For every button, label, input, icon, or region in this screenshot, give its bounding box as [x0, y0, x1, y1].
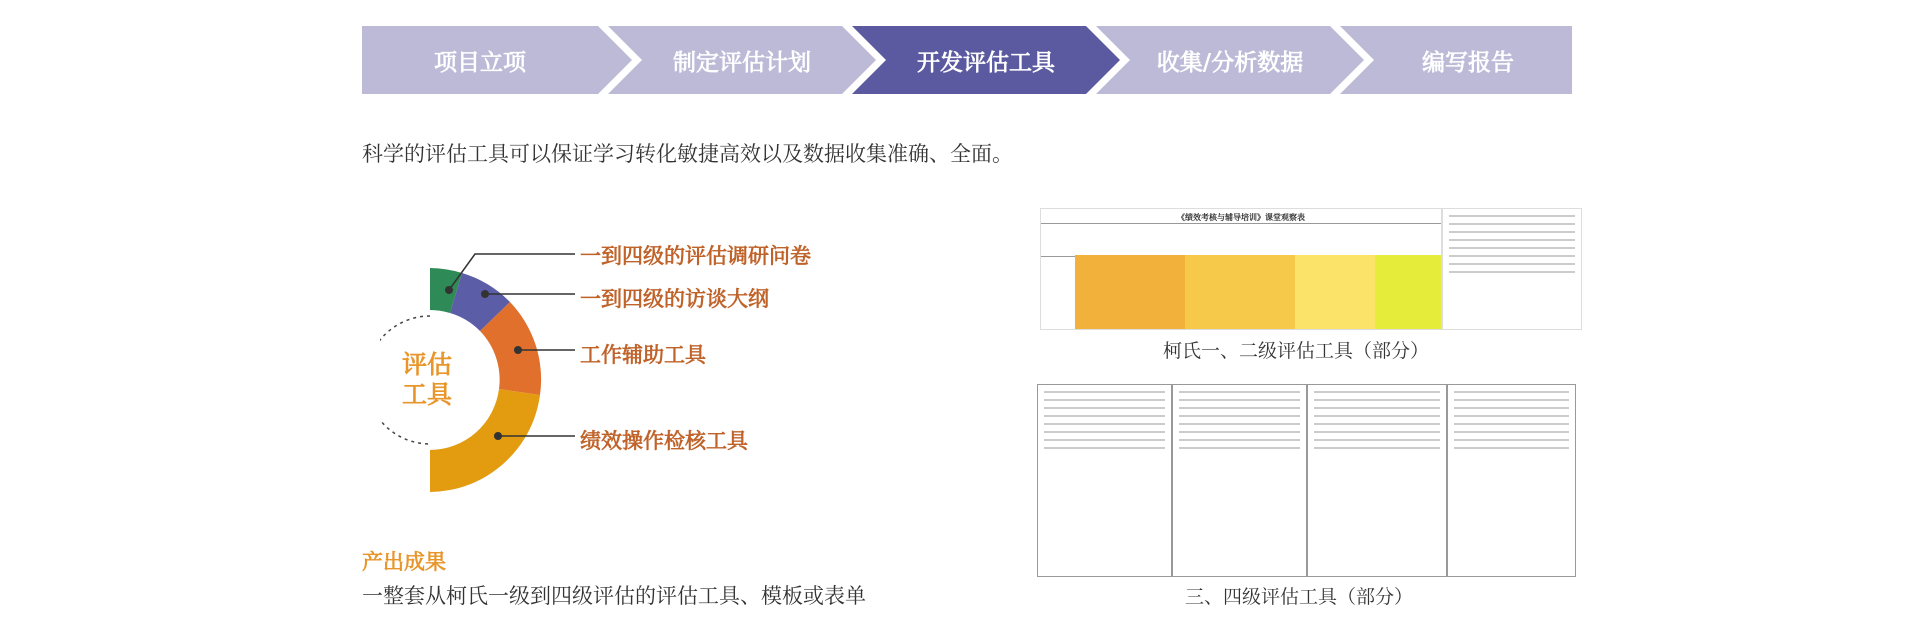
- step-2: 制定评估计划: [673, 49, 811, 76]
- step-3-active: 开发评估工具: [917, 49, 1055, 76]
- label-job-aid: 工作辅助工具: [580, 343, 706, 367]
- label-interview: 一到四级的访谈大纲: [580, 287, 769, 311]
- doc1-caption: 柯氏一、二级评估工具（部分）: [1163, 340, 1430, 362]
- doc-level34-page3: [1307, 384, 1447, 577]
- doc-level34-page4: [1447, 384, 1576, 577]
- step-4: 收集/分析数据: [1156, 49, 1304, 76]
- outcome-title: 产出成果: [362, 550, 446, 574]
- doc-level12-form: [1442, 208, 1582, 330]
- step-5: 编写报告: [1422, 49, 1514, 76]
- donut-center-label: 评估 工具: [402, 350, 453, 409]
- doc2-caption: 三、四级评估工具（部分）: [1185, 586, 1414, 608]
- label-checklist: 绩效操作检核工具: [580, 429, 748, 453]
- doc-level12-table: 《绩效考核与辅导培训》课堂观察表: [1040, 208, 1442, 330]
- intro-text: 科学的评估工具可以保证学习转化敏捷高效以及数据收集准确、全面。: [362, 142, 1013, 166]
- label-survey: 一到四级的评估调研问卷: [580, 244, 811, 268]
- doc-level34-page1: [1037, 384, 1172, 577]
- process-steps: [362, 26, 1572, 94]
- step-1: 项目立项: [434, 49, 526, 76]
- doc-level34-page2: [1172, 384, 1307, 577]
- outcome-text: 一整套从柯氏一级到四级评估的评估工具、模板或表单: [362, 584, 866, 608]
